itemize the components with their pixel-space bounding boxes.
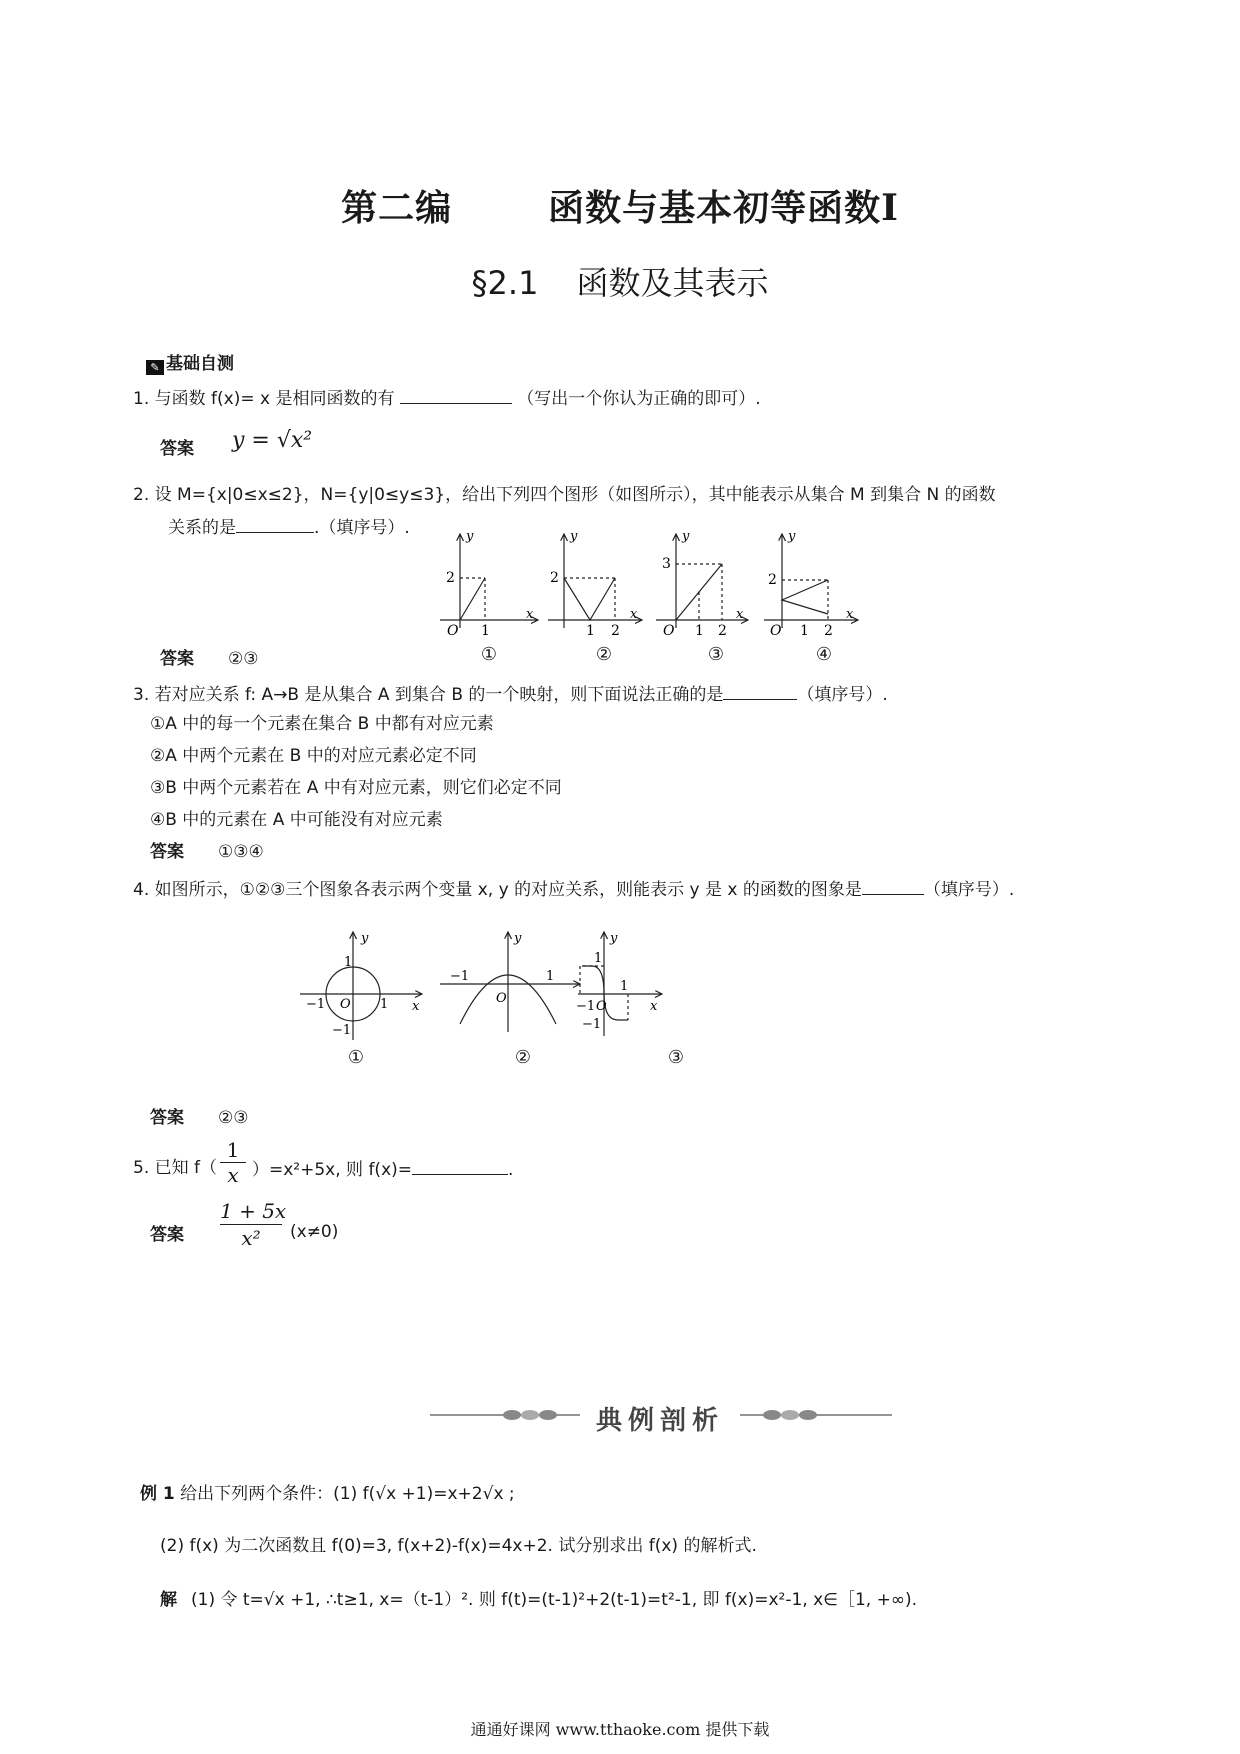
tick-label: 1 (586, 623, 595, 638)
option-4: ④B 中的元素在 A 中可能没有对应元素 (150, 810, 443, 830)
question-5-rest: ）=x²+5x, 则 f(x)= . (252, 1156, 513, 1182)
axis-x-label: x (526, 607, 534, 622)
tick-label: −1 (306, 997, 326, 1012)
question-3: 3. 若对应关系 f: A→B 是从集合 A 到集合 B 的一个映射，则下面说法正确的是 （填序号）. (133, 681, 888, 707)
graph-label-4: ④ (815, 644, 833, 665)
graph-3 (656, 534, 748, 628)
tick-label: −1 (450, 969, 470, 984)
tick-label: 1 (594, 951, 603, 966)
pencil-icon: ✎ (146, 360, 164, 375)
answer-5-condition: (x≠0) (290, 1222, 339, 1242)
axis-x-label: x (846, 607, 854, 622)
section-name: 函数及其表示 (576, 264, 769, 302)
examples-banner (0, 1400, 1240, 1436)
answer-blank (236, 514, 314, 533)
tick-label: 1 (800, 623, 809, 638)
banner-title: 典例剖析 (595, 1406, 724, 1436)
graph-label-2: ② (595, 644, 613, 665)
answer-1: 答案 (160, 439, 194, 459)
axis-y-label: y (514, 931, 522, 946)
question-1: 1. 与函数 f(x)= x 是相同函数的有 （写出一个你认为正确的即可）. (133, 385, 761, 411)
origin-label: O (340, 997, 351, 1012)
question-4: 4. 如图所示，①②③三个图象各表示两个变量 x, y 的对应关系，则能表示 y 是 x 的函数的图象是 （填序号）. (133, 876, 1014, 902)
tick-label: 1 (344, 955, 353, 970)
chapter-name: 函数与基本初等函数Ⅰ (548, 187, 899, 229)
answer-blank (412, 1156, 508, 1175)
graph-label-1: ① (480, 644, 498, 665)
q4-graph-1 (300, 932, 422, 1040)
answer-2: 答案 ②③ (160, 649, 259, 669)
tick-label: 3 (662, 556, 671, 572)
answer-5-label: 答案 (150, 1225, 184, 1245)
tick-label: −1 (582, 1017, 602, 1032)
chapter-title (0, 180, 1240, 231)
axis-y-label: y (610, 931, 618, 946)
footer: 通通好课网 www.tthaoke.com 提供下载 (470, 1720, 770, 1739)
axis-y-label: y (682, 529, 690, 544)
option-3: ③B 中两个元素若在 A 中有对应元素，则它们必定不同 (150, 778, 562, 798)
q4-graph-label-1: ① (347, 1047, 365, 1068)
graph-2 (548, 534, 642, 628)
origin-label: O (596, 999, 607, 1014)
tick-label: 1 (481, 623, 490, 638)
tick-label: 2 (611, 623, 620, 638)
tick-label: 1 (546, 969, 555, 984)
question-5-prefix: 5. 已知 f（ (133, 1158, 218, 1178)
answer-blank (862, 876, 924, 895)
axis-y-label: y (466, 529, 474, 544)
solution: 解 (1) 令 t=√x +1, ∴t≥1, x=（t-1）². 则 f(t)=(t-1)²+2(t-1)=t²-1, 即 f(x)=x²-1, x∈［1, +∞). (160, 1590, 918, 1610)
question-2-line1: 2. 设 M={x|0≤x≤2}，N={y|0≤y≤3}，给出下列四个图形（如图所示），其中能表示从集合 M 到集合 N 的函数 (133, 485, 996, 505)
q4-graph-label-3: ③ (667, 1047, 685, 1068)
axis-x-label: x (650, 999, 658, 1014)
example-1: 例 1 给出下列两个条件：(1) f(√x +1)=x+2√x ; (140, 1484, 515, 1504)
answer-3: 答案 ①③④ (150, 842, 264, 862)
answer-1-formula: y = √x² (232, 428, 313, 453)
q4-graph-label-2: ② (514, 1047, 532, 1068)
option-2: ②A 中两个元素在 B 中的对应元素必定不同 (150, 746, 477, 766)
axis-x-label: x (736, 607, 744, 622)
answer-blank (400, 385, 512, 404)
q2-graphs (430, 528, 890, 638)
self-test-heading: ✎ 基础自测 (146, 352, 234, 376)
answer-4: 答案 ②③ (150, 1108, 249, 1128)
origin-label: O (663, 623, 675, 638)
q5-fraction: 1 x (220, 1138, 246, 1187)
option-1: ①A 中的每一个元素在集合 B 中都有对应元素 (150, 714, 494, 734)
graph-4 (764, 534, 858, 628)
axis-y-label: y (570, 529, 578, 544)
tick-label: 2 (446, 570, 455, 586)
tick-label: 2 (824, 623, 833, 638)
chapter-label: 第二编 (341, 187, 453, 229)
axis-x-label: x (412, 999, 420, 1014)
tick-label: 1 (620, 979, 629, 994)
section-number: §2.1 (471, 264, 539, 302)
tick-label: −1 (332, 1023, 352, 1038)
origin-label: O (447, 623, 459, 638)
tick-label: 2 (768, 572, 777, 588)
tick-label: 1 (380, 997, 389, 1012)
answer-5-fraction: 1 + 5x x² (220, 1199, 287, 1250)
tick-label: 2 (718, 623, 727, 638)
tick-label: 2 (550, 570, 559, 586)
axis-x-label: x (630, 607, 638, 622)
axis-y-label: y (361, 931, 369, 946)
section-title (0, 258, 1240, 304)
origin-label: O (496, 991, 507, 1006)
question-2-line2: 关系的是 .（填序号）. (168, 514, 410, 540)
example-1-condition-2: (2) f(x) 为二次函数且 f(0)=3, f(x+2)-f(x)=4x+2. 试分别求出 f(x) 的解析式. (160, 1536, 757, 1556)
tick-label: −1 (576, 999, 596, 1014)
tick-label: 1 (695, 623, 704, 638)
axis-y-label: y (788, 529, 796, 544)
origin-label: O (770, 623, 782, 638)
graph-label-3: ③ (707, 644, 725, 665)
answer-blank (723, 681, 797, 700)
q4-graphs (300, 928, 760, 1048)
